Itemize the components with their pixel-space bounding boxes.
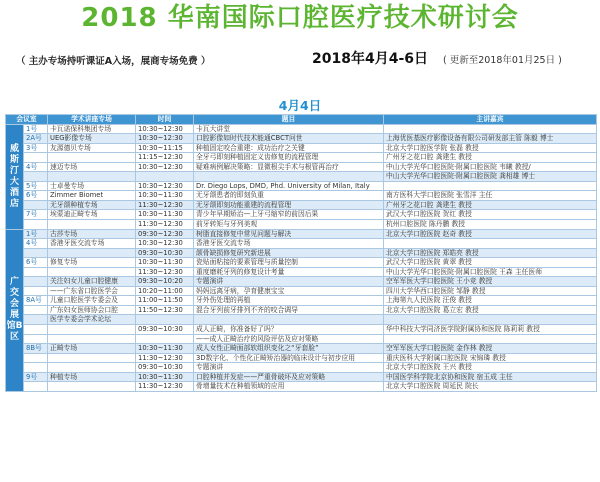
topic-cell: Dr. Diego Lops, DMD, Phd. University of Milan, Italy	[194, 181, 384, 191]
room-cell	[24, 267, 48, 277]
speaker-cell: 杭州口腔医院 陈丹鹏 教授	[384, 220, 597, 230]
table-row	[6, 200, 597, 210]
time-cell: 10:30~12:30	[136, 124, 194, 134]
table-row	[6, 305, 597, 315]
col-header-topic: 题目	[194, 115, 384, 125]
topic-cell: 无牙颌患者的即刻负重	[194, 191, 384, 201]
col-header-room: 会议室	[6, 115, 48, 125]
session-cell: 埃蒙迪正畸专场	[48, 210, 136, 220]
time-cell: 10:30~12:30	[136, 162, 194, 172]
time-cell: 11:30~12:30	[136, 267, 194, 277]
col-header-session: 学术讲座专场	[48, 115, 136, 125]
room-cell: 1号	[24, 124, 48, 134]
topic-cell: 青少年早期矫治—上牙弓缩窄的前因后果	[194, 210, 384, 220]
venue-label: 广交会展馆B区	[6, 229, 24, 391]
room-cell: 4号	[24, 239, 48, 249]
session-cell: 士卓曼专场	[48, 181, 136, 191]
session-cell	[48, 153, 136, 163]
room-cell: 8B号	[24, 344, 48, 354]
session-cell: 速迈专场	[48, 162, 136, 172]
topic-cell: 专题演讲	[194, 277, 384, 287]
room-cell	[24, 363, 48, 373]
topic-cell: 瓷贴面粘接的要素管理与质量控制	[194, 258, 384, 268]
room-cell	[24, 305, 48, 315]
speaker-cell: 北京大学口腔医院 葛立宏 教授	[384, 305, 597, 315]
topic-cell: 3D数字化、个性化正畸矫治器的临床设计与初步应用	[194, 353, 384, 363]
table-row	[6, 229, 597, 239]
room-cell	[24, 334, 48, 344]
session-cell	[48, 172, 136, 182]
speaker-cell: 上海优医基医疗影像设备有限公司研发部主管 陈毅 博士	[384, 134, 597, 144]
table-row	[6, 296, 597, 306]
speaker-cell	[384, 239, 597, 249]
session-cell	[48, 334, 136, 344]
time-cell: 09:30~12:30	[136, 229, 194, 239]
room-cell: 2A号	[24, 134, 48, 144]
topic-cell: 口腔种植并发症——严重骨破坏及应对策略	[194, 372, 384, 382]
time-cell: 11:30~12:30	[136, 220, 194, 230]
time-cell: 10:20~11:00	[136, 286, 194, 296]
session-cell: ——广东省口腔医学会	[48, 286, 136, 296]
table-row	[6, 363, 597, 373]
topic-cell: 树脂直接修复中常见问题与解决	[194, 229, 384, 239]
speaker-cell: 中山大学光华口腔医院·附属口腔医院 韦曦 教授/	[384, 162, 597, 172]
topic-cell: ——成人正畸治疗的风险评估及应对策略	[194, 334, 384, 344]
speaker-cell: 武汉大学口腔医院 黄翠 教授	[384, 258, 597, 268]
time-cell: 11:30~12:30	[136, 382, 194, 392]
session-cell: 古莎专场	[48, 229, 136, 239]
time-cell: 10:30~11:15	[136, 143, 194, 153]
table-row	[6, 143, 597, 153]
session-cell	[48, 363, 136, 373]
session-cell: 正畸专场	[48, 344, 136, 354]
speaker-cell: 华中科技大学同济医学院附属协和医院 陈莉莉 教授	[384, 325, 597, 335]
time-cell: 11:00~11:50	[136, 296, 194, 306]
room-cell	[24, 200, 48, 210]
topic-cell: 牙外伤处理的再植	[194, 296, 384, 306]
table-header-row	[6, 115, 597, 125]
speaker-cell: 北京大学口腔医院 周延民 院长	[384, 382, 597, 392]
room-cell: 8A号	[24, 296, 48, 306]
table-row	[6, 153, 597, 163]
table-row	[6, 220, 597, 230]
table-row	[6, 267, 597, 277]
room-cell	[24, 172, 48, 182]
update-note: ( 更新至2018年01月25日 )	[443, 55, 562, 66]
table-row	[6, 344, 597, 354]
time-cell: 10:30~11:30	[136, 191, 194, 201]
speaker-cell	[384, 124, 597, 134]
session-cell	[48, 267, 136, 277]
room-cell	[24, 248, 48, 258]
topic-cell: 妈妈远离牙病，孕育健康宝宝	[194, 286, 384, 296]
topic-cell: 无牙颌即刻功能重建的流程管理	[194, 200, 384, 210]
time-cell: 11:50~12:30	[136, 305, 194, 315]
speaker-cell: 广州牙之花口腔 龚建生 教授	[384, 153, 597, 163]
session-cell: 关注妇女儿童口腔健康	[48, 277, 136, 287]
room-cell	[24, 382, 48, 392]
table-row	[6, 172, 597, 182]
room-cell: 6号	[24, 258, 48, 268]
speaker-cell: 四川大学华西口腔医院 邹静 教授	[384, 286, 597, 296]
venue-label: 威斯汀大酒店	[6, 124, 24, 229]
table-row	[6, 277, 597, 287]
time-cell: 10:30~11:30	[136, 258, 194, 268]
time-cell: 11:30~12:30	[136, 200, 194, 210]
room-cell	[24, 277, 48, 287]
time-cell: 10:30~12:30	[136, 239, 194, 249]
speaker-cell: 北京大学口腔医学院 张磊 教授	[384, 143, 597, 153]
speaker-cell: 北京大学口腔医院 郑皓亮 教授	[384, 248, 597, 258]
conference-date: 2018年4月4-6日	[312, 51, 428, 67]
session-cell: 种植专场	[48, 372, 136, 382]
table-row	[6, 248, 597, 258]
time-cell: 10:30~12:30	[136, 134, 194, 144]
speaker-cell: 北京大学口腔医院 王兴 教授	[384, 363, 597, 373]
topic-cell: 成人女性正畸面部软组织变化之“牙套脸”	[194, 344, 384, 354]
table-row	[6, 286, 597, 296]
room-cell: 1号	[24, 229, 48, 239]
topic-cell: 种植固定咬合重建：成功治疗之关键	[194, 143, 384, 153]
room-cell: 6号	[24, 191, 48, 201]
session-cell: 修复专场	[48, 258, 136, 268]
time-cell: 11:15~12:30	[136, 153, 194, 163]
topic-cell: 骨增量技术在种植领域的应用	[194, 382, 384, 392]
speaker-cell: 中国医学科学院北京协和医院 宿玉成 主任	[384, 372, 597, 382]
table-row	[6, 315, 597, 325]
topic-cell: 重度磨耗牙列的修复设计考量	[194, 267, 384, 277]
topic-cell: 卡瓦大讲堂	[194, 124, 384, 134]
time-cell	[136, 334, 194, 344]
table-row	[6, 382, 597, 392]
topic-cell	[194, 172, 384, 182]
session-cell: 卡瓦诺保科集团专场	[48, 124, 136, 134]
session-cell	[48, 382, 136, 392]
time-cell: 10:30~11:30	[136, 344, 194, 354]
speaker-cell: 广州牙之花口腔 龚建生 教授	[384, 200, 597, 210]
speaker-cell: 空军军医大学口腔医院 金作林 教授	[384, 344, 597, 354]
session-cell: Zimmer Biomet	[48, 191, 136, 201]
time-cell: 09:30~10:30	[136, 363, 194, 373]
speaker-cell: 南方医科大学口腔医院 张雪洋 主任	[384, 191, 597, 201]
time-cell	[136, 172, 194, 182]
session-cell: 友源德贝专场	[48, 143, 136, 153]
table-row	[6, 353, 597, 363]
speaker-cell: 重庆医科大学附属口腔医院 宋锦璘 教授	[384, 353, 597, 363]
time-cell	[136, 315, 194, 325]
table-row	[6, 134, 597, 144]
table-row	[6, 372, 597, 382]
col-header-speaker: 主讲嘉宾	[384, 115, 597, 125]
session-cell: 无牙颌种植专场	[48, 200, 136, 210]
admission-notice: （ 主办专场持听课证A入场，展商专场免费 ）	[16, 56, 211, 67]
session-cell: UEG影像专场	[48, 134, 136, 144]
room-cell	[24, 353, 48, 363]
schedule-table	[5, 114, 596, 392]
time-cell: 10:30~11:30	[136, 210, 194, 220]
table-row	[6, 334, 597, 344]
room-cell	[24, 286, 48, 296]
table-row	[6, 325, 597, 335]
speaker-cell: 武汉大学口腔医院 贺红 教授	[384, 210, 597, 220]
topic-cell: 颌骨缺损修复研究新进展	[194, 248, 384, 258]
time-cell: 11:30~12:30	[136, 353, 194, 363]
table-row	[6, 162, 597, 172]
room-cell: 7号	[24, 210, 48, 220]
room-cell	[24, 325, 48, 335]
table-row	[6, 191, 597, 201]
topic-cell: 专题演讲	[194, 363, 384, 373]
table-row	[6, 239, 597, 249]
topic-cell: 成人正畸，你准备好了吗？	[194, 325, 384, 335]
session-cell: 医学专委会学术论坛	[48, 315, 136, 325]
speaker-cell: 上海第九人民医院 汪俊 教授	[384, 296, 597, 306]
time-cell: 09:30~10:20	[136, 277, 194, 287]
table-row	[6, 181, 597, 191]
session-cell: 广东妇女医师协会口腔	[48, 305, 136, 315]
speaker-cell	[384, 315, 597, 325]
room-cell: 3号	[24, 143, 48, 153]
topic-cell: 香港牙医交流专场	[194, 239, 384, 249]
time-cell: 10:30~12:30	[136, 181, 194, 191]
col-header-time: 时间	[136, 115, 194, 125]
conference-title: 2018 华南国际口腔医疗技术研讨会	[81, 3, 519, 33]
speaker-cell: 北京大学口腔医院 赵奇 教授	[384, 229, 597, 239]
session-cell: 儿童口腔医学专委会及	[48, 296, 136, 306]
topic-cell: 疑难病例解决策略：显微根尖手术与根管再治疗	[194, 162, 384, 172]
session-cell	[48, 220, 136, 230]
session-cell	[48, 248, 136, 258]
topic-cell: 全牙弓即刻种植固定义齿修复的流程管理	[194, 153, 384, 163]
room-cell	[24, 153, 48, 163]
speaker-cell: 中山大学光华口腔医院·附属口腔医院 王森 主任医师	[384, 267, 597, 277]
speaker-cell	[384, 334, 597, 344]
session-cell: 香港牙医交流专场	[48, 239, 136, 249]
room-cell	[24, 220, 48, 230]
speaker-cell: 空军军医大学口腔医院 王小竞 教授	[384, 277, 597, 287]
session-cell	[48, 353, 136, 363]
room-cell	[24, 315, 48, 325]
speaker-cell	[384, 181, 597, 191]
table-row	[6, 258, 597, 268]
table-row	[6, 210, 597, 220]
room-cell: 5号	[24, 181, 48, 191]
topic-cell: 前牙转矩与牙列美观	[194, 220, 384, 230]
time-cell: 10:30~11:30	[136, 372, 194, 382]
session-cell	[48, 325, 136, 335]
topic-cell: 口腔影像如时代技术能通CBCT问世	[194, 134, 384, 144]
topic-cell: 混合牙列前牙排列不齐的咬合调导	[194, 305, 384, 315]
room-cell: 4号	[24, 162, 48, 172]
table-row	[6, 124, 597, 134]
room-cell: 9号	[24, 372, 48, 382]
time-cell: 09:30~10:30	[136, 325, 194, 335]
topic-cell	[194, 315, 384, 325]
day-heading: 4月4日	[278, 98, 322, 113]
time-cell: 09:30~10:30	[136, 248, 194, 258]
speaker-cell: 中山大学光华口腔医院·附属口腔医院 龚相雄 博士	[384, 172, 597, 182]
